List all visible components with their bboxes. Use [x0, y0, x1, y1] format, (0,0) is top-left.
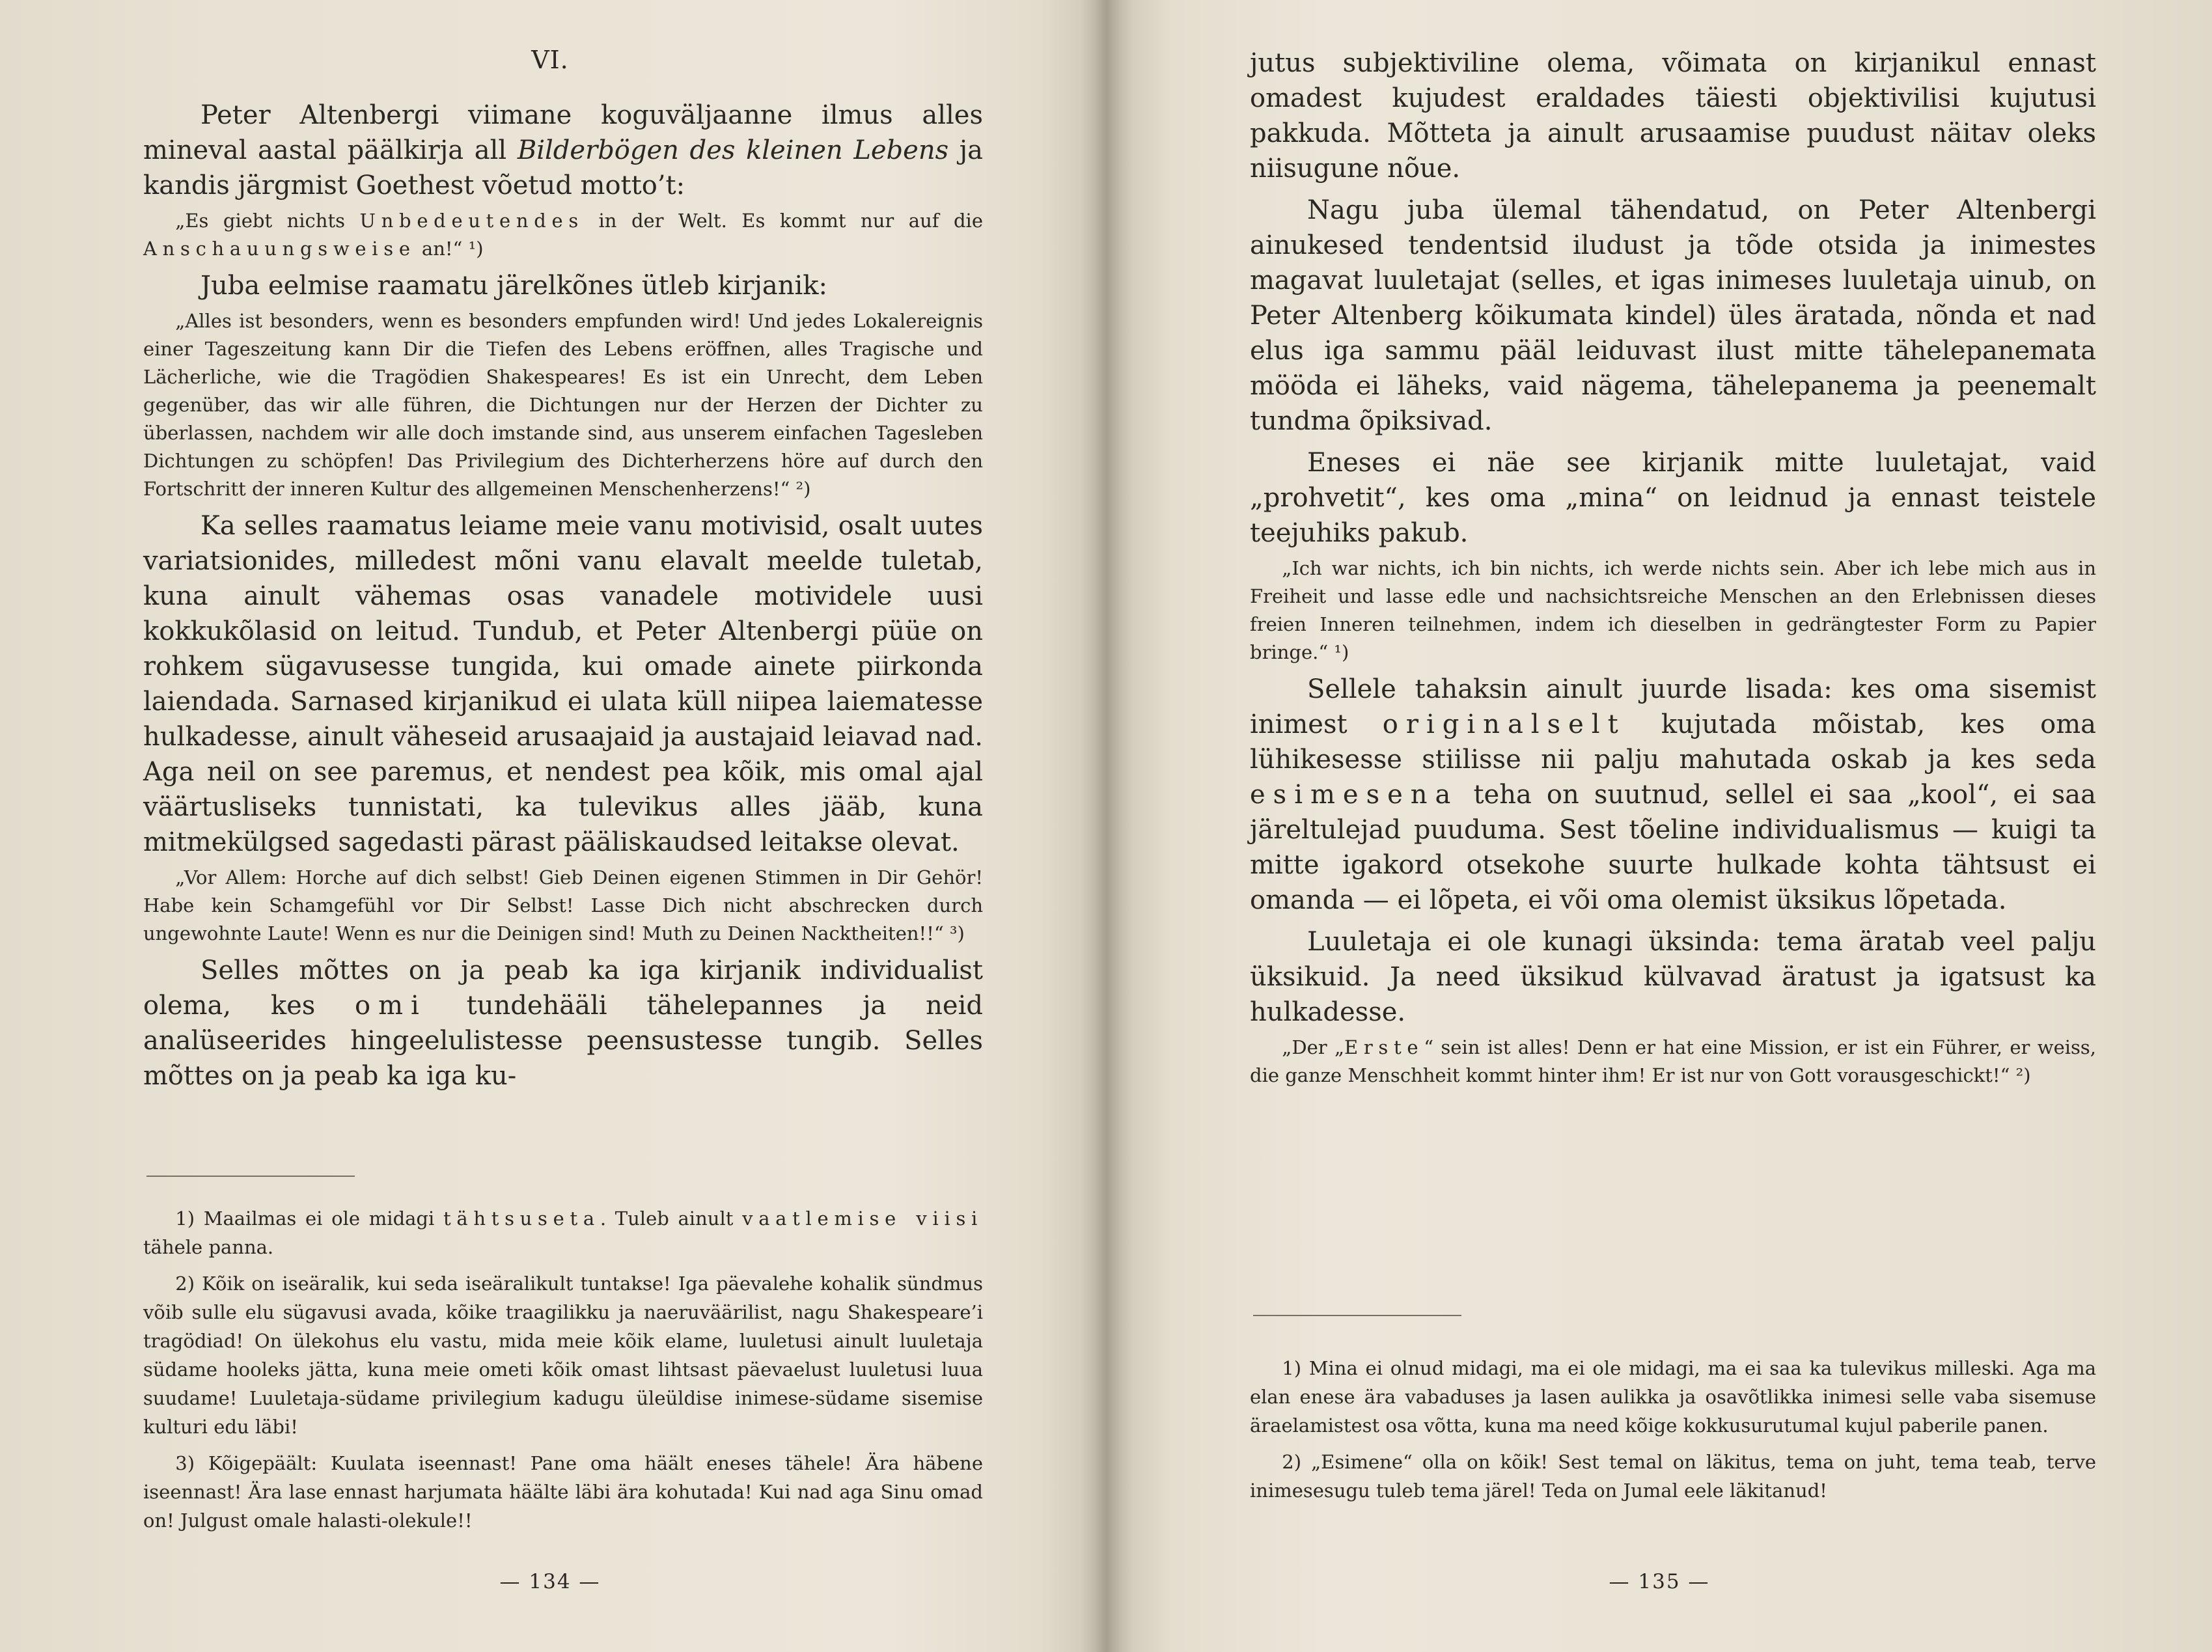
right-page-number: — 135 — — [1609, 1570, 1710, 1593]
left-page — [0, 0, 1100, 1652]
right-quote-2: „Der „Erste“ sein ist alles! Denn er hat eine Mission, er ist ein Führer, er weiss, die ganze Menschheit kommt hinter ihm! Er ist nur von Gott vorausgeschickt!“ ²) — [1250, 1036, 2096, 1086]
left-quote-2: „Alles ist besonders, wenn es besonders empfunden wird! Und jedes Lokalereignis einer Tageszeitung kann Dir die Tiefen des Lebens eröffnen, alles Tragische und Lächerliche, wie die Tragödien Shakespeares! Es ist ein Unrecht, dem Leben gegenüber, das wir alle führen, die Dichtungen nur der Herzen der Dichter zu überlassen, nachdem wir alle doch imstande sind, aus unserem einfachen Tagesleben Dichtungen zu schöpfen! Das Privilegium des Dichterherzens höre auf durch den Fortschritt der inneren Kultur des allgemeinen Menschenherzens!“ ²) — [143, 310, 983, 500]
left-main-text — [143, 98, 983, 1094]
right-footnote-rule — [1253, 1315, 1461, 1316]
chapter-heading: VI. — [531, 46, 569, 74]
left-paragraph-2: Juba eelmise raamatu järelkõnes ütleb kirjanik: — [200, 271, 828, 301]
right-main-text — [1250, 46, 2096, 1095]
left-footnotes — [143, 1204, 983, 1543]
left-footnote-rule — [146, 1176, 355, 1177]
left-footnote-2: 2) Kõik on iseäralik, kui seda iseäralikult tuntakse! Iga päevalehe kohalik sündmus võib sulle elu sügavusi avada, kõike traagilikku ja naeruväärilist, nagu Shakespeare’i tragödiad! On ülekohus elu vastu, mida meie kõik elame, luuletusi ainult luuletaja südame hooleks jätta, kuna meie ometi kõik omast lihtsast päevaelust luuletusi luua suudame! Luuletaja-südame privilegium kadugu üleüldise inimese-südame sisemise kulturi edu läbi! — [143, 1273, 983, 1438]
left-footnote-1: 1) Maailmas ei ole midagi tähtsuseta. Tuleb ainult vaatlemise viisi tähele panna. — [143, 1207, 983, 1258]
left-paragraph-4: Selles mõttes on ja peab ka iga kirjanik individualist olema, kes omi tundehääli tähelepannes ja neid analüseerides hingeelulistesse peensustesse tungib. Selles mõttes on ja peab ka iga ku- — [143, 956, 983, 1091]
book-title: Bilderbögen des kleinen Lebens — [517, 135, 949, 165]
left-quote-3: „Vor Allem: Horche auf dich selbst! Gieb Deinen eigenen Stimmen in Dir Gehör! Habe kein Schamgefühl vor Dir Selbst! Lasse Dich nicht abschrecken durch ungewohnte Laute! Wenn es nur die Deinigen sind! Muth zu Deinen Nacktheiten!!“ ³) — [143, 866, 983, 944]
left-footnote-3: 3) Kõigepäält: Kuulata iseennast! Pane oma häält eneses tähele! Ära häbene iseennast! Ära lase ennast harjumata häälte läbi ära kohutada! Kui nad aga Sinu omad on! Julgust omale halasti-olekule!! — [143, 1452, 983, 1532]
right-paragraph-3: Eneses ei näe see kirjanik mitte luuletajat, vaid „prohvetit“, kes oma „mina“ on leidnud ja ennast teistele teejuhiks pakub. — [1250, 448, 2096, 548]
left-paragraph-3: Ka selles raamatus leiame meie vanu motivisid, osalt uutes variatsionides, milledest mõni vanu elavalt meelde tuletab, kuna ainult vähemas osas vanadele motividele uusi kokkukõlasid on leitud. Tundub, et Peter Altenbergi püüe on rohkem sügavusesse tungida, kui omade ainete piirkonda laiendada. Sarnased kirjanikud ei ulata küll niipea laiematesse hulkadesse, ainult väheseid arusaajaid ja austajaid leiavad nad. Aga neil on see paremus, et nendest pea kõik, mis omal ajal väärtusliseks tunnistati, ka tulevikus alles jääb, kuna mitmekülgsed sagedasti pärast pääliskaudsed leitakse olevat. — [143, 511, 983, 857]
right-footnote-1: 1) Mina ei olnud midagi, ma ei ole midagi, ma ei saa ka tulevikus milleski. Aga ma elan enese ära vabaduses ja lasen aulikka ja osavõtlikka inimesi selle vaba sisemuse äraelamistest osa võtta, kuna ma need kõige kokkusurutumal kujul paberile panen. — [1250, 1357, 2096, 1437]
right-paragraph-2: Nagu juba ülemal tähendatud, on Peter Altenbergi ainukesed tendentsid iludust ja tõde otsida ja inimestes magavat luuletajat (selles, et igas inimeses luuletaja uinub, on Peter Altenberg kõikumata kindel) üles äratada, nõnda et nad elus iga sammu pääl leiduvast ilust mitte tähelepanemata mööda ei läheks, vaid nägema, tähelepanema ja peenemalt tundma õpiksivad. — [1250, 195, 2096, 436]
left-paragraph-1: Peter Altenbergi viimane koguväljaanne ilmus alles mineval aastal päälkirja all Bilderbögen des kleinen Lebens ja kandis järgmist Goethest võetud motto’t: — [143, 100, 984, 200]
right-footnote-2: 2) „Esimene“ olla on kõik! Sest temal on läkitus, tema on juht, tema teab, terve inimesesugu tuleb tema järel! Teda on Jumal eele läkitanud! — [1250, 1451, 2096, 1502]
right-page — [1107, 0, 2212, 1652]
right-quote-1: „Ich war nichts, ich bin nichts, ich werde nichts sein. Aber ich lebe mich aus in Freiheit und lasse edle und nachsichtsreiche Menschen an den Erlebnissen dieses freien Inneren teilnehmen, indem ich dieselben in gedrängtester Form zu Papier bringe.“ ¹) — [1250, 557, 2096, 663]
right-paragraph-1: jutus subjektiviline olema, võimata on kirjanikul ennast omadest kujudest eraldades täiesti objektivilisi kujutusi pakkuda. Mõtteta ja ainult arusaamise puudust näitav oleks niisugune nõue. — [1250, 48, 2096, 184]
right-footnotes — [1250, 1354, 2096, 1513]
right-paragraph-4: Sellele tahaksin ainult juurde lisada: kes oma sisemist inimest originalselt kujutada mõistab, kes oma lühikesesse stiilisse nii palju mahutada oskab ja kes seda esimesena teha on suutnud, sellel ei saa „kool“, ei saa järeltulejad puuduma. Sest tõeline individualismus — kuigi ta mitte igakord otsekohe suurte hulkade kohta tähtsust ei omanda — ei lõpeta, ei või oma olemist üksikus lõpetada. — [1250, 674, 2096, 915]
right-paragraph-5: Luuletaja ei ole kunagi üksinda: tema äratab veel palju üksikuid. Ja need üksikud külvavad äratust ja igatsust ka hulkadesse. — [1250, 927, 2096, 1027]
left-quote-1: „Es giebt nichts Unbedeutendes in der Welt. Es kommt nur auf die Anschauungsweise an!“ ¹) — [143, 210, 983, 260]
left-page-number: — 134 — — [499, 1570, 601, 1593]
